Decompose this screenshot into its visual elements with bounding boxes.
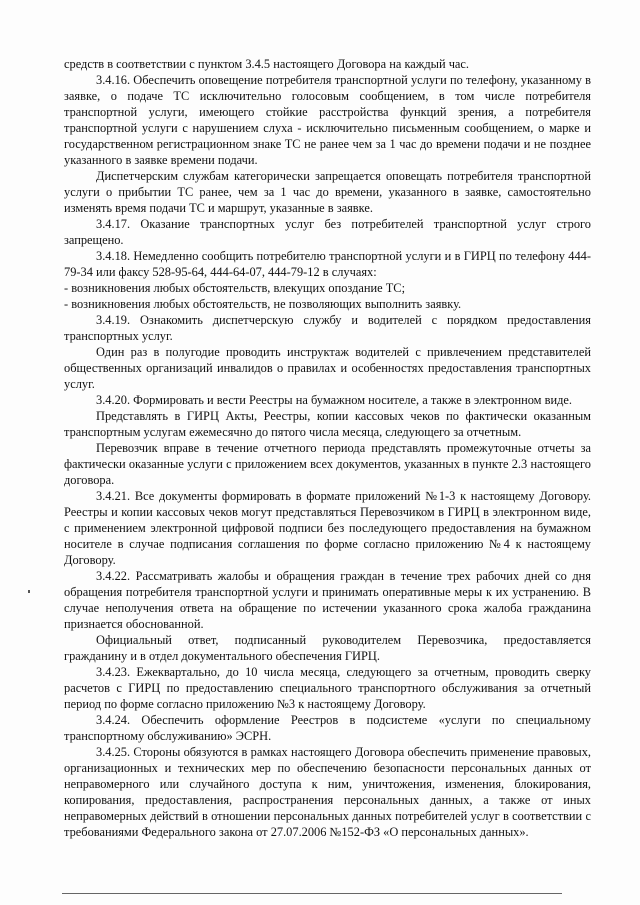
paragraph-submit-reports: Представлять в ГИРЦ Акты, Реестры, копии кассовых чеков по фактически оказанным транспортным услугам ежемесячно до пятого числа месяца, следующего за отчетным. (64, 409, 591, 439)
paragraph-3-4-24: 3.4.24. Обеспечить оформление Реестров в подсистеме «услуги по специальному транспортному обслуживанию» ЭСРН. (64, 713, 591, 743)
paragraph-driver-instruction: Один раз в полугодие проводить инструктаж водителей с привлечением представителей общественных организаций инвалидов о правилах и особенностях предоставления транспортных услуг. (64, 345, 591, 391)
paragraph-official-response: Официальный ответ, подписанный руководителем Перевозчика, предоставляется гражданину и в отдел документального обеспечения ГИРЦ. (64, 633, 591, 663)
paragraph-dispatch-prohibition: Диспетчерским службам категорически запрещается оповещать потребителя транспортной услуги о прибытии ТС ранее, чем за 1 час до времени, указанного в заявке, самостоятельно изменять время подачи ТС и маршрут, указанные в заявке. (64, 169, 591, 215)
paragraph-continuation: средств в соответствии с пунктом 3.4.5 настоящего Договора на каждый час. (64, 57, 470, 71)
paragraph-3-4-17: 3.4.17. Оказание транспортных услуг без потребителей транспортной услуг строго запрещено. (64, 217, 591, 247)
paragraph-3-4-23: 3.4.23. Ежеквартально, до 10 числа месяца, следующего за отчетным, проводить сверку расчетов с ГИРЦ по предоставлению специального транспортного обслуживания за отчетный период по форме согласно приложению №3 к настоящему Договору. (64, 665, 591, 711)
bottom-divider-line (62, 893, 562, 894)
scan-margin-mark (28, 590, 30, 593)
paragraph-interim-reports: Перевозчик вправе в течение отчетного периода представлять промежуточные отчеты за фактически оказанные услуги с приложением всех документов, указанных в пункте 2.3 настоящего договора. (64, 441, 591, 487)
document-body (64, 56, 591, 840)
paragraph-3-4-22: 3.4.22. Рассматривать жалобы и обращения граждан в течение трех рабочих дней со дня обращения потребителя транспортной услуги и принимать оперативные меры к их устранению. В случае неполучения ответа на обращение по истечении указанного срока жалоба гражданина признается обоснованной. (64, 569, 591, 631)
paragraph-3-4-18: 3.4.18. Немедленно сообщить потребителю транспортной услуги и в ГИРЦ по телефону 444-79-34 или факсу 528-95-64, 444-64-07, 444-79-12 в случаях: (64, 249, 591, 279)
paragraph-3-4-16: 3.4.16. Обеспечить оповещение потребителя транспортной услуги по телефону, указанному в заявке, о подаче ТС исключительно голосовым сообщением, в том числе потребителя транспортной услуги, имеющего стойкие расстройства функций зрения, а потребителя транспортной услуги с нарушением слуха - исключительно письменным сообщением, о марке и государственном регистрационном знаке ТС не ранее чем за 1 час до времени подачи и не позднее указанного в заявке времени подачи. (64, 73, 591, 167)
list-item-delay: - возникновения любых обстоятельств, влекущих опоздание ТС; (64, 281, 406, 295)
list-item-cannot-fulfill: - возникновения любых обстоятельств, не позволяющих выполнить заявку. (64, 297, 462, 311)
paragraph-3-4-21: 3.4.21. Все документы формировать в формате приложений №1-3 к настоящему Договору. Реестры и копии кассовых чеков могут представляться Перевозчиком в ГИРЦ в электронном виде, с применением электронной цифровой подписи без последующего предоставления на бумажном носителе в случае подписания соглашения по форме согласно приложению №4 к настоящему Договору. (64, 489, 591, 567)
paragraph-3-4-20: 3.4.20. Формировать и вести Реестры на бумажном носителе, а также в электронном виде. (96, 393, 572, 407)
paragraph-3-4-25: 3.4.25. Стороны обязуются в рамках настоящего Договора обеспечить применение правовых, организационных и технических мер по обеспечению безопасности персональных данных от неправомерного или случайного доступа к ним, уничтожения, изменения, блокирования, копирования, предоставления, распространения персональных данных, а также от иных неправомерных действий в отношении персональных данных потребителей услуг в соответствии с требованиями Федерального закона от 27.07.2006 №152-ФЗ «О персональных данных». (64, 745, 591, 839)
paragraph-3-4-19: 3.4.19. Ознакомить диспетчерскую службу и водителей с порядком предоставления транспортных услуг. (64, 313, 591, 343)
